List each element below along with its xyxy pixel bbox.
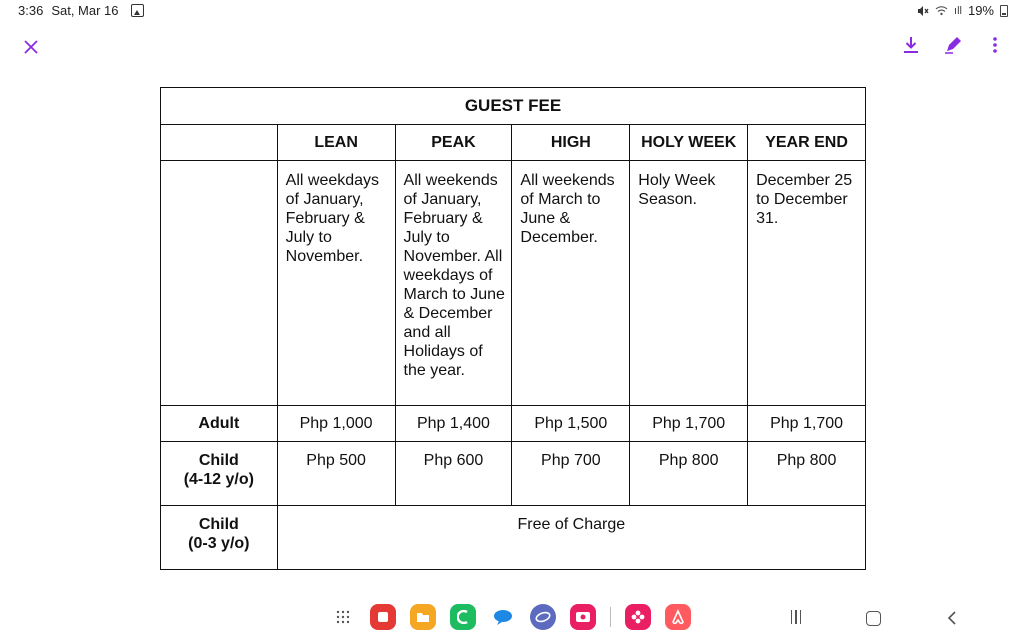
battery-icon bbox=[1000, 5, 1008, 17]
close-icon bbox=[24, 40, 38, 54]
notes-app-button[interactable] bbox=[370, 604, 396, 630]
close-button[interactable] bbox=[20, 36, 42, 58]
adult-row bbox=[161, 406, 866, 442]
price-cell: Php 600 bbox=[395, 442, 512, 506]
price-cell: Php 1,700 bbox=[630, 406, 748, 442]
signal-icon: ıll bbox=[954, 4, 962, 17]
messages-app-icon bbox=[493, 608, 513, 626]
internet-app-button[interactable] bbox=[530, 604, 556, 630]
screen-recorder-app-icon bbox=[575, 610, 591, 624]
price-cell: Php 700 bbox=[512, 442, 630, 506]
description-year-end: December 25 to December 31. bbox=[748, 161, 866, 406]
back-button[interactable] bbox=[944, 610, 960, 626]
gallery-notification-icon bbox=[131, 4, 144, 17]
status-date: Sat, Mar 16 bbox=[51, 3, 119, 18]
messages-app-button[interactable] bbox=[490, 604, 516, 630]
description-empty-cell bbox=[161, 161, 278, 406]
status-bar bbox=[0, 0, 1024, 22]
airbnb-app-icon bbox=[670, 609, 686, 625]
status-left bbox=[18, 3, 144, 18]
row-label-line2: (0-3 y/o) bbox=[188, 535, 250, 552]
internet-app-icon bbox=[535, 609, 551, 625]
files-app-button[interactable] bbox=[410, 604, 436, 630]
recents-icon bbox=[791, 610, 793, 624]
header-lean: LEAN bbox=[277, 125, 395, 161]
home-button[interactable] bbox=[866, 611, 881, 626]
row-label-child-0-3 bbox=[161, 506, 278, 570]
edit-button[interactable] bbox=[942, 34, 964, 56]
battery-percent: 19% bbox=[967, 3, 994, 18]
price-cell: Php 800 bbox=[630, 442, 748, 506]
description-peak: All weekends of January, February & July to November. All weekdays of March to June & December and all Holidays of the year. bbox=[395, 161, 512, 406]
toolbar-actions bbox=[900, 34, 1006, 56]
price-cell: Php 1,000 bbox=[277, 406, 395, 442]
phone-app-icon bbox=[457, 610, 469, 624]
guest-fee-table bbox=[160, 87, 866, 570]
child-0-3-row bbox=[161, 506, 866, 570]
recents-button[interactable] bbox=[788, 610, 804, 626]
flower-app-button[interactable] bbox=[625, 604, 651, 630]
price-cell: Php 1,700 bbox=[748, 406, 866, 442]
status-right bbox=[917, 3, 1008, 18]
apps-grid-icon bbox=[336, 610, 350, 624]
row-label-child-4-12 bbox=[161, 442, 278, 506]
header-high: HIGH bbox=[512, 125, 630, 161]
flower-app-icon bbox=[630, 609, 646, 625]
row-label-line1: Child bbox=[198, 452, 239, 469]
apps-grid-button[interactable] bbox=[330, 604, 356, 630]
wifi-icon bbox=[935, 5, 948, 16]
dock-divider bbox=[610, 607, 611, 627]
description-row bbox=[161, 161, 866, 406]
header-empty-cell bbox=[161, 125, 278, 161]
table-title: GUEST FEE bbox=[161, 88, 866, 125]
header-row bbox=[161, 125, 866, 161]
airbnb-app-button[interactable] bbox=[665, 604, 691, 630]
header-holy-week: HOLY WEEK bbox=[630, 125, 748, 161]
row-label-adult: Adult bbox=[161, 406, 278, 442]
header-year-end: YEAR END bbox=[748, 125, 866, 161]
files-app-icon bbox=[416, 611, 430, 623]
row-label-line1: Child bbox=[198, 516, 239, 533]
description-lean: All weekdays of January, February & July to November. bbox=[277, 161, 395, 406]
header-peak: PEAK bbox=[395, 125, 512, 161]
screen-recorder-app-button[interactable] bbox=[570, 604, 596, 630]
status-time: 3:36 bbox=[18, 3, 44, 18]
description-holy-week: Holy Week Season. bbox=[630, 161, 748, 406]
price-cell: Php 1,400 bbox=[395, 406, 512, 442]
description-high: All weekends of March to June & December. bbox=[512, 161, 630, 406]
price-cell: Php 1,500 bbox=[512, 406, 630, 442]
more-options-button[interactable] bbox=[984, 34, 1006, 56]
download-button[interactable] bbox=[900, 34, 922, 56]
notes-app-icon bbox=[376, 610, 390, 624]
row-label-line2: (4-12 y/o) bbox=[183, 471, 254, 488]
back-icon bbox=[944, 610, 960, 626]
free-of-charge-cell: Free of Charge bbox=[277, 506, 865, 570]
edit-icon bbox=[944, 36, 962, 54]
download-icon bbox=[903, 36, 919, 54]
price-cell: Php 800 bbox=[748, 442, 866, 506]
price-cell: Php 500 bbox=[277, 442, 395, 506]
taskbar-dock bbox=[330, 604, 691, 630]
mute-icon bbox=[917, 5, 929, 17]
more-vertical-icon bbox=[992, 36, 998, 54]
child-4-12-row bbox=[161, 442, 866, 506]
phone-app-button[interactable] bbox=[450, 604, 476, 630]
